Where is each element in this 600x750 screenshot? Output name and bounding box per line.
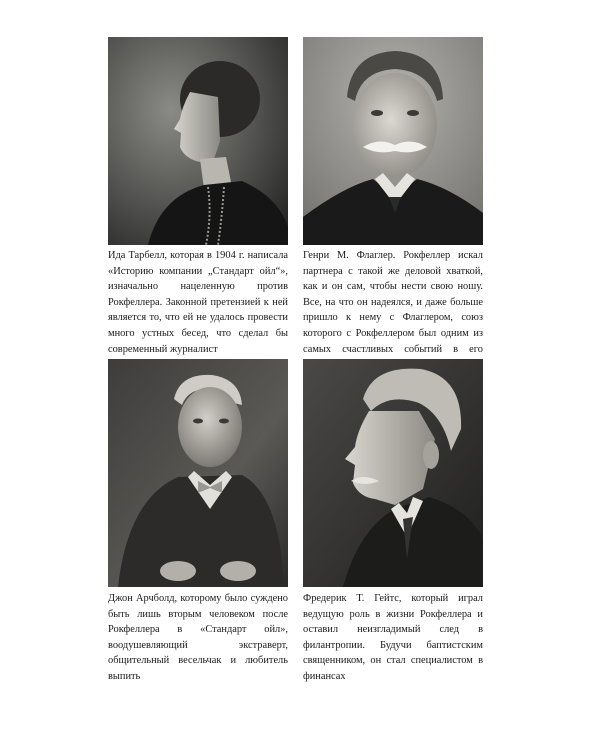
caption-archbold: Джон Арчболд, которому было суждено быть лишь вторым человеком после Рокфеллера в «Стандарт ойл», воодушевляющий экстраверт, общительный весельчак и любитель выпить [108, 593, 288, 682]
portrait-photo-tarbell [108, 37, 288, 245]
portrait-photo-archbold [108, 359, 288, 587]
caption-gates: Фредерик Т. Гейтс, который играл ведущую роль в жизни Рокфеллера и оставил неизгладимый след в филантропии. Будучи баптистским священником, он стал специалистом в финансах [303, 593, 483, 682]
portrait-photo-gates [303, 359, 483, 587]
caption-flagler: Генри М. Флаглер. Рокфеллер искал партнера с такой же деловой хваткой, как и он сам, чтобы нести свою ношу. Все, на что он надеялся, и даже больше пришло к нему с Флаглером, союз которого с Рокфеллером был одним из самых счастливых событий в его [303, 250, 483, 355]
caption-tarbell: Ида Тарбелл, которая в 1904 г. написала «Историю компании „Стандарт ойл“», изначально нацеленную против Рокфеллера. Законной претензией к ней является то, что ей не удалось провести много устных бесед, что сделал бы современный журналист [108, 250, 288, 355]
portrait-photo-flagler [303, 37, 483, 245]
